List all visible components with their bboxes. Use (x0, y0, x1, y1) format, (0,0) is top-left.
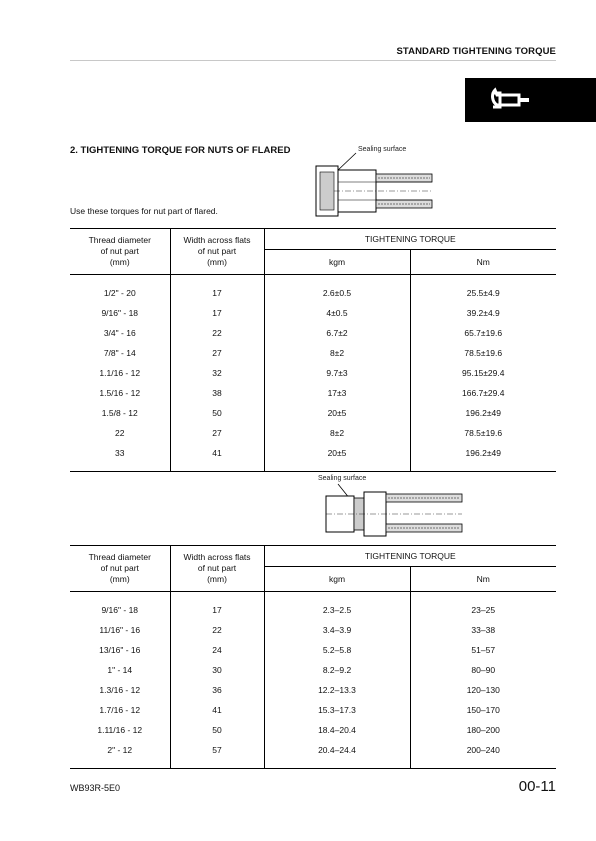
torque-kgm-cell: 6.7±2 (264, 323, 410, 343)
header-line: of nut part (197, 246, 237, 256)
torque-kgm-cell: 18.4–20.4 (264, 720, 410, 740)
thread-diameter-cell: 9/16" - 18 (101, 605, 139, 615)
header-line: of nut part (100, 563, 139, 573)
torque-nm-cell: 25.5±4.9 (410, 283, 556, 303)
table-row (70, 443, 556, 463)
torque-nm-cell: 80–90 (410, 660, 556, 680)
torque-kgm-cell: 15.3–17.3 (264, 700, 410, 720)
width-across-flats-cell: 27 (170, 423, 264, 443)
table-row (70, 383, 556, 403)
header-line: (mm) (207, 257, 227, 267)
header-line: (mm) (207, 574, 227, 584)
torque-nm-cell: 95.15±29.4 (410, 363, 556, 383)
table-row (70, 323, 556, 343)
torque-kgm-cell: 8.2–9.2 (264, 660, 410, 680)
torque-nm-cell: 51–57 (410, 640, 556, 660)
width-across-flats-cell: 17 (170, 600, 264, 620)
torque-table-fitting-body (70, 592, 556, 769)
torque-kgm-cell: 2.3–2.5 (264, 600, 410, 620)
thread-diameter-cell: 1/2" - 20 (103, 288, 136, 298)
tightening-torque-header: TIGHTENING TORQUE (264, 546, 556, 567)
torque-nm-cell: 33–38 (410, 620, 556, 640)
nm-header: Nm (410, 567, 556, 592)
width-across-flats-cell: 24 (170, 640, 264, 660)
torque-nm-cell: 78.5±19.6 (410, 423, 556, 443)
tightening-torque-header: TIGHTENING TORQUE (264, 229, 556, 250)
thread-diameter-cell: 1.5/16 - 12 (99, 388, 141, 398)
table-row (70, 403, 556, 423)
thread-diameter-cell: 13/16" - 16 (99, 645, 141, 655)
width-across-flats-cell: 17 (170, 303, 264, 323)
torque-kgm-cell: 4±0.5 (264, 303, 410, 323)
torque-kgm-cell: 8±2 (264, 343, 410, 363)
torque-kgm-cell: 3.4–3.9 (264, 620, 410, 640)
header-line: of nut part (197, 563, 237, 573)
wrench-icon (489, 84, 531, 116)
thread-diameter-cell: 11/16" - 16 (99, 625, 141, 635)
table-row (70, 720, 556, 740)
sealing-surface-label: Sealing surface (358, 146, 407, 153)
section-title: 2. TIGHTENING TORQUE FOR NUTS OF FLARED (70, 145, 291, 156)
torque-table-fitting (70, 545, 556, 769)
table-row (70, 343, 556, 363)
thread-diameter-cell: 1.11/16 - 12 (97, 725, 143, 735)
thread-diameter-cell: 1.3/16 - 12 (99, 685, 141, 695)
torque-nm-cell: 200–240 (410, 740, 556, 760)
flared-nut-figure (306, 144, 436, 220)
torque-nm-cell: 120–130 (410, 680, 556, 700)
fitting-figure (316, 474, 466, 538)
table-row (70, 620, 556, 640)
nm-header: Nm (410, 250, 556, 275)
flared-nut-drawing (306, 144, 436, 220)
table-row (70, 680, 556, 700)
header-line: Width across flats (183, 552, 251, 562)
torque-nm-cell: 78.5±19.6 (410, 343, 556, 363)
width-across-flats-cell: 50 (170, 403, 264, 423)
thread-diameter-header (70, 229, 170, 275)
header-title: STANDARD TIGHTENING TORQUE (396, 46, 556, 57)
width-across-flats-cell: 41 (170, 700, 264, 720)
table-row (70, 700, 556, 720)
kgm-header: kgm (264, 567, 410, 592)
header-divider (70, 60, 556, 61)
torque-kgm-cell: 20±5 (264, 403, 410, 423)
thread-diameter-cell: 1.5/8 - 12 (101, 408, 138, 418)
torque-kgm-cell: 12.2–13.3 (264, 680, 410, 700)
torque-nm-cell: 196.2±49 (410, 443, 556, 463)
header-line: Thread diameter (88, 235, 151, 245)
width-across-flats-cell: 41 (170, 443, 264, 463)
sealing-surface-label: Sealing surface (318, 475, 367, 482)
torque-kgm-cell: 8±2 (264, 423, 410, 443)
width-across-flats-cell: 22 (170, 323, 264, 343)
thread-diameter-cell: 1" - 14 (107, 665, 133, 675)
table-row (70, 423, 556, 443)
torque-kgm-cell: 17±3 (264, 383, 410, 403)
page-number: 00-11 (518, 778, 556, 795)
width-across-flats-cell: 27 (170, 343, 264, 363)
torque-kgm-cell: 2.6±0.5 (264, 283, 410, 303)
torque-nm-cell: 23–25 (410, 600, 556, 620)
table-row (70, 600, 556, 620)
width-across-flats-cell: 38 (170, 383, 264, 403)
width-across-flats-cell: 57 (170, 740, 264, 760)
torque-table-flared (70, 228, 556, 472)
fitting-drawing (316, 474, 466, 538)
thread-diameter-cell: 2" - 12 (107, 745, 133, 755)
intro-text: Use these torques for nut part of flared. (70, 206, 218, 216)
thread-diameter-cell: 1.7/16 - 12 (99, 705, 141, 715)
torque-kgm-cell: 9.7±3 (264, 363, 410, 383)
table-row (70, 283, 556, 303)
torque-nm-cell: 39.2±4.9 (410, 303, 556, 323)
table-row (70, 640, 556, 660)
width-across-flats-cell: 17 (170, 283, 264, 303)
thread-diameter-cell: 33 (115, 448, 125, 458)
torque-kgm-cell: 20.4–24.4 (264, 740, 410, 760)
torque-kgm-cell: 5.2–5.8 (264, 640, 410, 660)
thread-diameter-cell: 9/16" - 18 (101, 308, 139, 318)
width-across-flats-header (170, 229, 264, 275)
width-across-flats-cell: 36 (170, 680, 264, 700)
torque-nm-cell: 166.7±29.4 (410, 383, 556, 403)
torque-kgm-cell: 20±5 (264, 443, 410, 463)
table-row (70, 303, 556, 323)
torque-nm-cell: 196.2±49 (410, 403, 556, 423)
header-line: Thread diameter (88, 552, 151, 562)
table-row (70, 740, 556, 760)
table-row (70, 660, 556, 680)
header-line: Width across flats (183, 235, 251, 245)
width-across-flats-cell: 22 (170, 620, 264, 640)
width-across-flats-header (170, 546, 264, 592)
width-across-flats-cell: 32 (170, 363, 264, 383)
header-line: (mm) (109, 257, 130, 267)
header-line: (mm) (109, 574, 130, 584)
thread-diameter-cell: 3/4" - 16 (103, 328, 136, 338)
section-tab (465, 78, 596, 122)
thread-diameter-cell: 22 (115, 428, 125, 438)
torque-table-flared-body (70, 275, 556, 472)
width-across-flats-cell: 30 (170, 660, 264, 680)
model-number: WB93R-5E0 (70, 783, 121, 793)
table-row (70, 363, 556, 383)
torque-nm-cell: 150–170 (410, 700, 556, 720)
width-across-flats-cell: 50 (170, 720, 264, 740)
kgm-header: kgm (264, 250, 410, 275)
thread-diameter-cell: 7/8" - 14 (103, 348, 136, 358)
torque-nm-cell: 65.7±19.6 (410, 323, 556, 343)
thread-diameter-header (70, 546, 170, 592)
thread-diameter-cell: 1.1/16 - 12 (99, 368, 141, 378)
header-line: of nut part (100, 246, 139, 256)
torque-nm-cell: 180–200 (410, 720, 556, 740)
